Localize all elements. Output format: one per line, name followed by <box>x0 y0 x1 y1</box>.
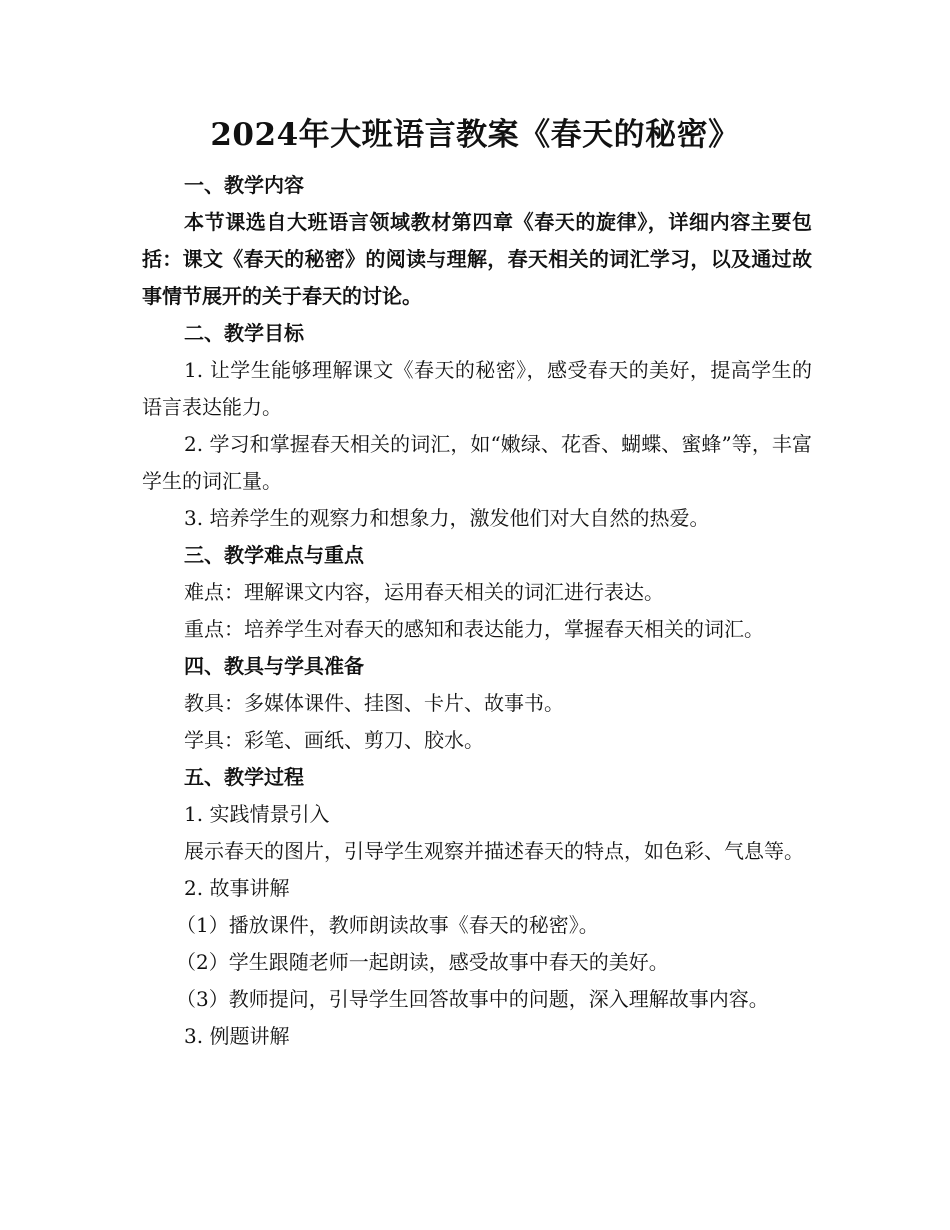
step-2-item-b: （2）学生跟随老师一起朗读，感受故事中春天的美好。 <box>176 950 669 974</box>
section-heading-materials: 四、教具与学具准备 <box>184 654 364 678</box>
difficulty-text: 难点：理解课文内容，运用春天相关的词汇进行表达。 <box>184 580 664 604</box>
step-1-title: 1. 实践情景引入 <box>184 802 330 826</box>
section-heading-process: 五、教学过程 <box>184 765 304 789</box>
teaching-content-paragraph: 本节课选自大班语言领域教材第四章《春天的旋律》，详细内容主要包括：课文《春天的秘密》的阅读与理解，春天相关的词汇学习，以及通过故事情节展开的关于春天的讨论。 <box>142 210 812 308</box>
step-2-item-a: （1）播放课件，教师朗读故事《春天的秘密》。 <box>176 913 599 937</box>
section-heading-teaching-content: 一、教学内容 <box>184 173 304 197</box>
section-heading-difficulty-focus: 三、教学难点与重点 <box>184 543 364 567</box>
document-body <box>142 167 812 1055</box>
key-point-text: 重点：培养学生对春天的感知和表达能力，掌握春天相关的词汇。 <box>184 617 764 641</box>
step-3-title: 3. 例题讲解 <box>184 1024 290 1048</box>
document-title: 2024年大班语言教案《春天的秘密》 <box>210 117 740 153</box>
teacher-tools-text: 教具：多媒体课件、挂图、卡片、故事书。 <box>184 691 564 715</box>
step-1-body: 展示春天的图片，引导学生观察并描述春天的特点，如色彩、气息等。 <box>184 839 804 863</box>
step-2-item-c: （3）教师提问，引导学生回答故事中的问题，深入理解故事内容。 <box>176 987 769 1011</box>
student-tools-text: 学具：彩笔、画纸、剪刀、胶水。 <box>184 728 484 752</box>
section-heading-teaching-goals: 二、教学目标 <box>184 321 304 345</box>
step-2-title: 2. 故事讲解 <box>184 876 290 900</box>
goal-item-2: 2. 学习和掌握春天相关的词汇，如“嫩绿、花香、蝴蝶、蜜蜂”等，丰富学生的词汇量。 <box>142 432 812 493</box>
goal-item-3: 3. 培养学生的观察力和想象力，激发他们对大自然的热爱。 <box>184 506 710 530</box>
goal-item-1: 1. 让学生能够理解课文《春天的秘密》，感受春天的美好，提高学生的语言表达能力。 <box>142 358 812 419</box>
